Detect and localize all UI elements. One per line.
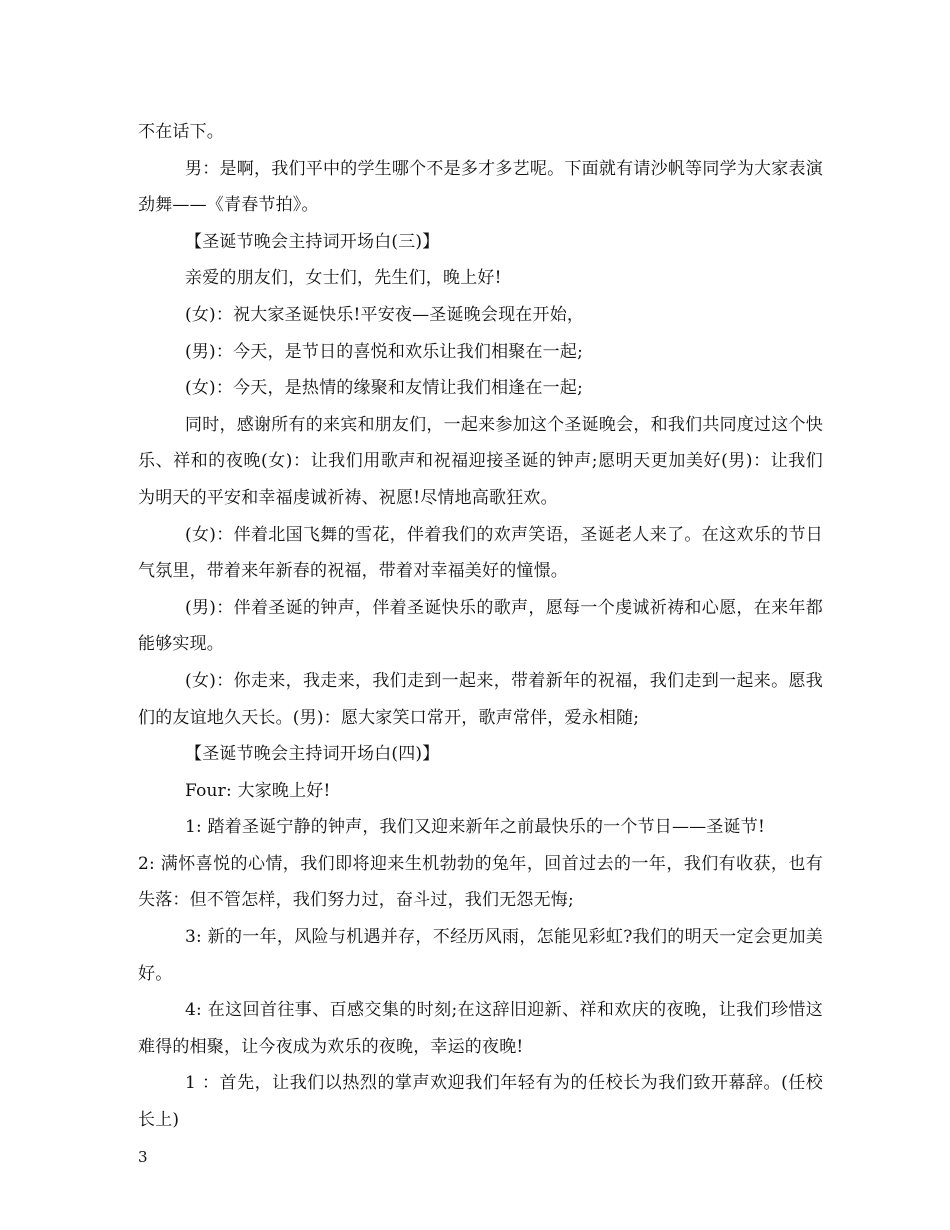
paragraph-four-greeting: Four: 大家晚上好! [185, 780, 331, 801]
paragraph-thanks: 同时，感谢所有的来宾和朋友们，一起来参加这个圣诞晚会，和我们共同度过这个快乐、祥和的夜晚(女)：让我们用歌声和祝福迎接圣诞的钟声;愿明天更加美好(男)：让我们为明天的平安和幸福虔诚祈祷、祝愿!尽情地高歌狂欢。 [138, 414, 823, 508]
paragraph-continuation: 不在话下。 [138, 122, 224, 142]
paragraph-female-line: (女)：你走来，我走来，我们走到一起来，带着新年的祝福，我们走到一起来。愿我们的友谊地久天长。(男)：愿大家笑口常开，歌声常伴，爱永相随; [138, 670, 823, 728]
paragraph-host-1: 1: 踏着圣诞宁静的钟声，我们又迎来新年之前最快乐的一个节日——圣诞节! [185, 817, 765, 838]
paragraph-greeting: 亲爱的朋友们，女士们，先生们，晚上好! [185, 268, 502, 289]
page-number: 3 [138, 1148, 148, 1166]
document-body [138, 114, 823, 1139]
paragraph-male-line: 男：是啊，我们平中的学生哪个不是多才多艺呢。下面就有请沙帆等同学为大家表演劲舞——《青春节拍》。 [138, 158, 823, 216]
paragraph-host-3: 3: 新的一年，风险与机遇并存，不经历风雨，怎能见彩虹?我们的明天一定会更加美好。 [138, 927, 823, 984]
paragraph-host-4: 4: 在这回首往事、百感交集的时刻;在这辞旧迎新、祥和欢庆的夜晚，让我们珍惜这难得的相聚，让今夜成为欢乐的夜晚，幸运的夜晚! [138, 1000, 823, 1057]
section-heading-three: 【圣诞节晚会主持词开场白(三)】 [185, 231, 440, 252]
paragraph-male-line: (男)：伴着圣诞的钟声，伴着圣诞快乐的歌声，愿每一个虔诚祈祷和心愿，在来年都能够实现。 [138, 597, 823, 655]
paragraph-host-2: 2: 满怀喜悦的心情，我们即将迎来生机勃勃的兔年，回首过去的一年，我们有收获，也有失落：但不管怎样，我们努力过，奋斗过，我们无怨无悔; [138, 853, 823, 911]
paragraph-female-line: (女)：祝大家圣诞快乐!平安夜—圣诞晚会现在开始， [185, 304, 585, 325]
paragraph-female-line: (女)：今天，是热情的缘聚和友情让我们相逢在一起; [185, 378, 583, 399]
section-heading-four: 【圣诞节晚会主持词开场白(四)】 [185, 744, 440, 765]
paragraph-female-line: (女)：伴着北国飞舞的雪花，伴着我们的欢声笑语，圣诞老人来了。在这欢乐的节日气氛里，带着来年新春的祝福，带着对幸福美好的憧憬。 [138, 524, 823, 582]
paragraph-male-line: (男)：今天，是节日的喜悦和欢乐让我们相聚在一起; [185, 341, 583, 362]
paragraph-host-1-opening: 1 ：首先，让我们以热烈的掌声欢迎我们年轻有为的任校长为我们致开幕辞。(任校长上) [138, 1073, 823, 1131]
